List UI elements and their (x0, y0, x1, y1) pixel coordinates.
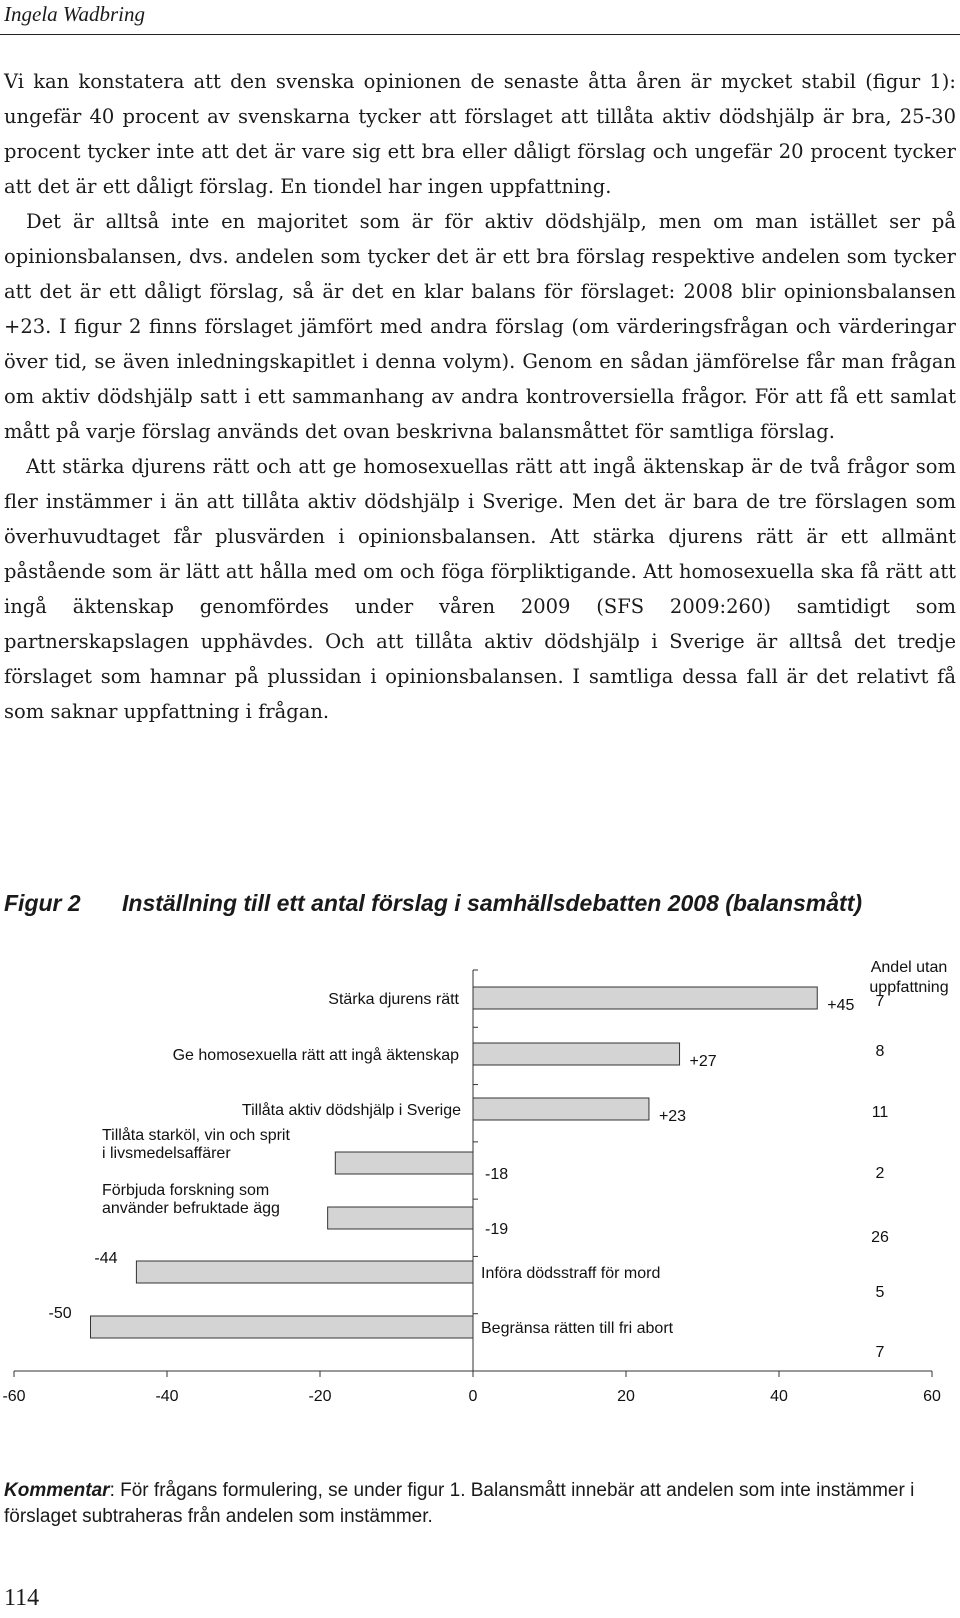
category-label: Begränsa rätten till fri abort (481, 1320, 674, 1337)
bar (473, 1098, 649, 1120)
bar (473, 1043, 680, 1065)
no-opinion-value: 8 (875, 1043, 885, 1060)
category-label: Stärka djurens rätt (328, 991, 459, 1008)
comment-text: För frågans formulering, se under figur 1. Balansmått innebär att andelen som inte instämmer i förslaget subtraheras från andelen som instämmer. (4, 1480, 915, 1527)
no-opinion-value: 7 (875, 1344, 885, 1361)
body-text (4, 64, 956, 729)
paragraph-1: Vi kan konstatera att den svenska opinionen de senaste åtta åren är mycket stabil (figur 1): ungefär 40 procent av svenskarna tycker att förslaget att tillåta aktiv dödshjälp är bra, 25-30 procent tycker inte att det är vare sig ett bra eller dåligt förslag och ungefär 20 procent tycker att det är ett dåligt förslag. En tiondel har ingen uppfattning. (4, 70, 956, 198)
bar (136, 1261, 473, 1283)
category-label: Tillåta aktiv dödshjälp i Sverige (241, 1102, 461, 1119)
no-opinion-value: 11 (871, 1104, 889, 1121)
value-label: +27 (689, 1053, 717, 1070)
bar (91, 1316, 474, 1338)
value-label: +23 (658, 1108, 687, 1125)
category-label: Tillåta starköl, vin och sprit (102, 1127, 290, 1144)
category-label: Förbjuda forskning som (102, 1182, 270, 1199)
balance-bar-chart (0, 950, 960, 1430)
value-label: +45 (827, 997, 855, 1014)
paragraph-3: Att stärka djurens rätt och att ge homosexuellas rätt att ingå äktenskap är de två frågor som fler instämmer i än att tillåta aktiv dödshjälp i Sverige. Men det är bara de tre förslagen som överhuvudtaget får plusvärden i opinionsbalansen. Att stärka djurens rätt är ett allmänt påstående som är lätt att hålla med om och föga förpliktigande. Att homosexuella ska få rätt att ingå äktenskap genomfördes under våren 2009 (SFS 2009:260) samtidigt som partnerskapslagen upphävdes. Och att tillåta aktiv dödshjälp i Sverige är alltså det tredje förslaget som hamnar på plussidan i opinionsbalansen. I samtliga dessa fall är det relativt få som saknar uppfattning i frågan. (4, 455, 956, 723)
bar (473, 987, 817, 1009)
value-label: -50 (48, 1305, 72, 1322)
x-tick-label: -60 (2, 1388, 26, 1405)
no-opinion-header: Andel utan (870, 959, 948, 976)
figure-title: Inställning till ett antal förslag i samhällsdebatten 2008 (balansmått) (122, 890, 863, 916)
value-label: -44 (94, 1250, 118, 1267)
figure-label: Figur 2 (4, 890, 81, 916)
x-tick-label: 60 (923, 1388, 941, 1405)
no-opinion-value: 7 (875, 993, 885, 1010)
x-tick-label: 0 (468, 1388, 478, 1405)
bar (335, 1152, 473, 1174)
no-opinion-value: 5 (875, 1284, 885, 1301)
no-opinion-value: 26 (871, 1229, 889, 1246)
category-label: Införa dödsstraff för mord (481, 1265, 661, 1282)
x-tick-label: 40 (770, 1388, 788, 1405)
no-opinion-header: uppfattning (869, 979, 949, 996)
x-tick-label: 20 (617, 1388, 635, 1405)
comment-colon: : (109, 1480, 115, 1501)
category-label: Ge homosexuella rätt att ingå äktenskap (172, 1047, 459, 1064)
comment-label: Kommentar (4, 1480, 110, 1501)
bar (328, 1207, 473, 1229)
x-tick-label: -20 (308, 1388, 332, 1405)
no-opinion-value: 2 (875, 1165, 885, 1182)
paragraph-2: Det är alltså inte en majoritet som är för aktiv dödshjälp, men om man istället ser på opinionsbalansen, dvs. andelen som tycker det är ett bra förslag respektive andelen som tycker att det är ett dåligt förslag, så är det en klar balans för förslaget: 2008 blir opinionsbalansen +23. I figur 2 finns förslaget jämfört med andra förslag (om värderingsfrågan och värderingar över tid, se även inledningskapitlet i denna volym). Genom en sådan jämförelse får man frågan om aktiv dödshjälp satt i ett sammanhang av andra kontroversiella frågor. För att få ett samlat mått på varje förslag används det ovan beskrivna balansmåttet för samtliga förslag. (4, 210, 956, 443)
figure-comment (4, 1478, 956, 1530)
category-label: i livsmedelsaffärer (102, 1145, 231, 1162)
value-label: -18 (485, 1166, 509, 1183)
figure-caption (4, 890, 862, 917)
header-rule (0, 34, 960, 35)
x-tick-label: -40 (155, 1388, 179, 1405)
running-header-author: Ingela Wadbring (4, 2, 145, 26)
value-label: -19 (485, 1221, 509, 1238)
category-label: använder befruktade ägg (102, 1200, 280, 1217)
page-number: 114 (4, 1585, 40, 1611)
